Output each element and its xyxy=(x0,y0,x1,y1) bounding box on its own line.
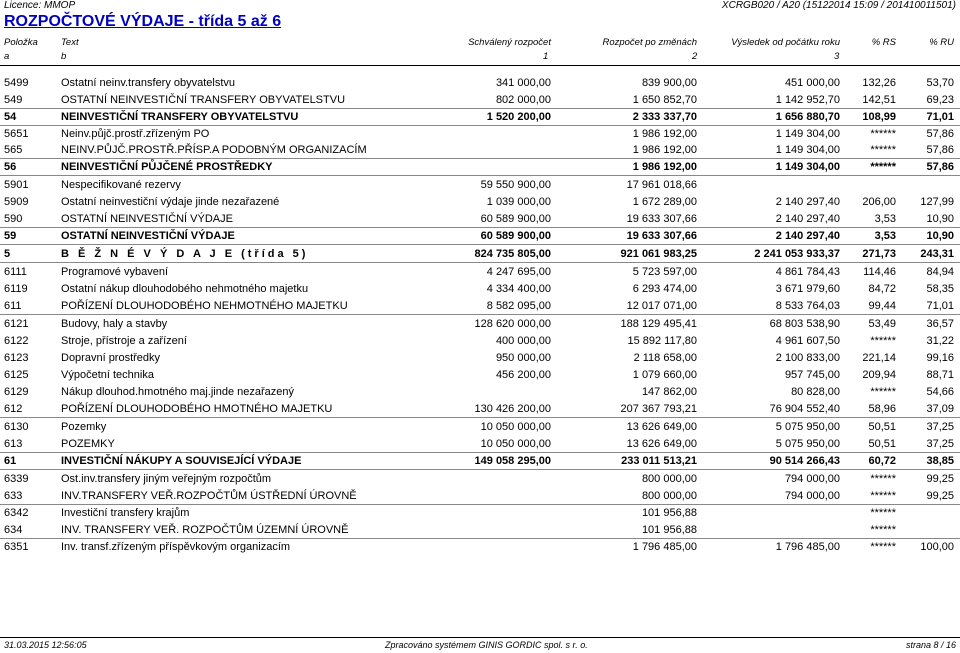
row-approved: 802 000,00 xyxy=(495,94,551,106)
row-pct-rs: 132,26 xyxy=(862,77,896,89)
row-text: Výpočetní technika xyxy=(61,369,154,381)
row-approved: 60 589 900,00 xyxy=(480,213,551,225)
row-code: 6351 xyxy=(4,541,29,553)
row-approved: 950 000,00 xyxy=(495,352,551,364)
col-letter-2: 2 xyxy=(692,51,698,62)
col-header-approved: Schválený rozpočet xyxy=(468,37,551,48)
table-row xyxy=(0,142,960,159)
row-approved: 4 334 400,00 xyxy=(486,283,551,295)
row-approved: 1 520 200,00 xyxy=(486,111,551,123)
row-pct-rs: ****** xyxy=(870,128,896,140)
row-text: OSTATNÍ NEINVESTIČNÍ TRANSFERY OBYVATELSTVU xyxy=(61,94,346,106)
footer-divider xyxy=(0,637,960,638)
row-pct-ru: 10,90 xyxy=(926,230,954,242)
row-code: 613 xyxy=(4,438,23,450)
row-pct-rs: ****** xyxy=(870,524,896,536)
row-pct-rs: 58,96 xyxy=(868,403,896,415)
row-text: Nespecifikované rezervy xyxy=(61,179,181,191)
row-pct-rs: ****** xyxy=(870,507,896,519)
table-row xyxy=(0,109,960,126)
row-text: Nákup dlouhod.hmotného maj.jinde nezařazený xyxy=(61,386,294,398)
row-pct-ru: 84,94 xyxy=(926,266,954,278)
col-letter-a: a xyxy=(4,51,10,62)
footer-page: strana 8 / 16 xyxy=(905,640,956,650)
license-text: Licence: MMOP xyxy=(4,0,76,11)
row-text: Stroje, přístroje a zařízení xyxy=(61,335,187,347)
row-approved: 59 550 900,00 xyxy=(480,179,551,191)
row-after-changes: 19 633 307,66 xyxy=(626,213,697,225)
col-letter-3: 3 xyxy=(834,51,840,62)
license-bar xyxy=(0,0,960,12)
table-row xyxy=(0,419,960,436)
header-divider xyxy=(0,65,960,66)
row-pct-rs: 108,99 xyxy=(862,111,896,123)
table-row xyxy=(0,228,960,245)
row-after-changes: 13 626 649,00 xyxy=(626,438,697,450)
row-pct-rs: 271,73 xyxy=(862,248,896,260)
row-divider xyxy=(0,417,960,418)
row-pct-rs: ****** xyxy=(870,335,896,347)
row-pct-rs: 3,53 xyxy=(874,230,896,242)
row-divider xyxy=(0,262,960,263)
table-row xyxy=(0,350,960,367)
row-pct-ru: 37,09 xyxy=(926,403,954,415)
row-pct-rs: ****** xyxy=(870,541,896,553)
row-pct-rs: ****** xyxy=(870,161,896,173)
row-text: OSTATNÍ NEINVESTIČNÍ VÝDAJE xyxy=(61,230,235,242)
table-row xyxy=(0,126,960,143)
row-text: INV. TRANSFERY VEŘ. ROZPOČTŮM ÚZEMNÍ ÚROVNĚ xyxy=(61,524,349,536)
row-pct-ru: 58,35 xyxy=(926,283,954,295)
row-after-changes: 15 892 117,80 xyxy=(627,335,697,347)
row-code: 5499 xyxy=(4,77,29,89)
row-pct-rs: ****** xyxy=(870,490,896,502)
row-approved: 824 735 805,00 xyxy=(474,248,551,260)
row-pct-ru: 37,25 xyxy=(926,438,954,450)
row-pct-rs: 50,51 xyxy=(868,421,896,433)
row-text: Pozemky xyxy=(61,421,107,433)
table-row xyxy=(0,453,960,470)
col-header-item: Položka xyxy=(4,37,38,48)
row-divider xyxy=(0,314,960,315)
row-pct-ru: 37,25 xyxy=(926,421,954,433)
table-row xyxy=(0,384,960,401)
row-pct-ru: 100,00 xyxy=(920,541,954,553)
row-text: Investiční transfery krajům xyxy=(61,507,190,519)
row-pct-rs: ****** xyxy=(870,473,896,485)
row-result: 76 904 552,40 xyxy=(769,403,840,415)
table-row xyxy=(0,333,960,350)
row-divider xyxy=(0,244,960,245)
row-result: 4 861 784,43 xyxy=(775,266,840,278)
row-text: Ostatní neinv.transfery obyvatelstvu xyxy=(61,77,236,89)
row-code: 6121 xyxy=(4,318,29,330)
row-code: 54 xyxy=(4,111,17,123)
row-result: 1 149 304,00 xyxy=(775,161,840,173)
row-result: 90 514 266,43 xyxy=(769,455,840,467)
row-code: 611 xyxy=(4,300,22,312)
row-pct-rs: 60,72 xyxy=(868,455,896,467)
row-pct-ru: 36,57 xyxy=(926,318,954,330)
row-code: 5 xyxy=(4,248,11,260)
footer-system: Zpracováno systémem GINIS GORDIC spol. s r. o. xyxy=(385,640,588,650)
row-pct-ru: 71,01 xyxy=(926,111,954,123)
row-result: 2 241 053 933,37 xyxy=(754,248,840,260)
row-after-changes: 1 986 192,00 xyxy=(632,144,697,156)
row-text: POZEMKY xyxy=(61,438,115,450)
row-pct-rs: 142,51 xyxy=(862,94,896,106)
table-row xyxy=(0,436,960,453)
row-after-changes: 12 017 071,00 xyxy=(626,300,697,312)
table-row xyxy=(0,539,960,556)
row-code: 6125 xyxy=(4,369,29,381)
row-after-changes: 1 672 289,00 xyxy=(632,196,697,208)
row-code: 6111 xyxy=(4,266,27,278)
row-code: 6342 xyxy=(4,507,29,519)
row-approved: 10 050 000,00 xyxy=(480,421,551,433)
row-text: Inv. transf.zřízeným příspěvkovým organizacím xyxy=(61,541,291,553)
row-code: 5901 xyxy=(4,179,29,191)
row-after-changes: 2 333 337,70 xyxy=(632,111,697,123)
row-pct-ru: 127,99 xyxy=(920,196,954,208)
row-pct-ru: 57,86 xyxy=(926,161,954,173)
table-row xyxy=(0,75,960,92)
row-result: 1 149 304,00 xyxy=(775,128,840,140)
row-text: Programové vybavení xyxy=(61,266,168,278)
row-pct-ru: 69,23 xyxy=(926,94,954,106)
row-code: 634 xyxy=(4,524,23,536)
row-code: 5651 xyxy=(4,128,29,140)
row-pct-ru: 38,85 xyxy=(926,455,954,467)
row-approved: 341 000,00 xyxy=(495,77,551,89)
row-pct-rs: 114,46 xyxy=(863,266,896,278)
row-approved: 1 039 000,00 xyxy=(486,196,551,208)
row-after-changes: 1 986 192,00 xyxy=(632,128,697,140)
row-after-changes: 1 796 485,00 xyxy=(632,541,697,553)
row-pct-ru: 31,22 xyxy=(926,335,954,347)
row-after-changes: 101 956,88 xyxy=(641,507,697,519)
row-pct-ru: 99,16 xyxy=(926,352,954,364)
col-header-result: Výsledek od počátku roku xyxy=(731,37,840,48)
table-row xyxy=(0,281,960,298)
row-after-changes: 5 723 597,00 xyxy=(632,266,697,278)
table-row xyxy=(0,159,960,176)
table-row xyxy=(0,211,960,228)
row-after-changes: 13 626 649,00 xyxy=(626,421,697,433)
row-after-changes: 2 118 658,00 xyxy=(633,352,697,364)
row-after-changes: 207 367 793,21 xyxy=(620,403,697,415)
row-after-changes: 101 956,88 xyxy=(641,524,697,536)
row-code: 549 xyxy=(4,94,23,106)
footer-date: 31.03.2015 12:56:05 xyxy=(4,640,87,650)
row-pct-rs: 99,44 xyxy=(868,300,896,312)
row-after-changes: 19 633 307,66 xyxy=(626,230,697,242)
row-pct-ru: 57,86 xyxy=(926,128,954,140)
row-code: 61 xyxy=(4,455,17,467)
row-pct-rs: 209,94 xyxy=(862,369,896,381)
table-row xyxy=(0,92,960,109)
row-pct-ru: 57,86 xyxy=(926,144,954,156)
row-result: 1 796 485,00 xyxy=(775,541,840,553)
row-result: 5 075 950,00 xyxy=(775,421,840,433)
row-approved: 400 000,00 xyxy=(495,335,551,347)
row-approved: 456 200,00 xyxy=(495,369,551,381)
row-text: Ostatní nákup dlouhodobého nehmotného majetku xyxy=(61,283,309,295)
row-text: Dopravní prostředky xyxy=(61,352,161,364)
row-result: 80 828,00 xyxy=(791,386,840,398)
row-result: 5 075 950,00 xyxy=(775,438,840,450)
row-result: 2 140 297,40 xyxy=(775,230,840,242)
row-text: NEINV.PŮJČ.PROSTŘ.PŘÍSP.A PODOBNÝM ORGANIZACÍM xyxy=(61,144,367,156)
row-text: POŘÍZENÍ DLOUHODOBÉHO NEHMOTNÉHO MAJETKU xyxy=(61,300,348,312)
row-text: NEINVESTIČNÍ TRANSFERY OBYVATELSTVU xyxy=(61,111,299,123)
row-text: POŘÍZENÍ DLOUHODOBÉHO HMOTNÉHO MAJETKU xyxy=(61,403,333,415)
row-result: 957 745,00 xyxy=(784,369,840,381)
footer xyxy=(0,640,960,652)
row-text: Budovy, haly a stavby xyxy=(61,318,168,330)
col-letter-b: b xyxy=(61,51,67,62)
table-row xyxy=(0,264,960,281)
col-header-text: Text xyxy=(61,37,79,48)
row-code: 5909 xyxy=(4,196,29,208)
row-result: 4 961 607,50 xyxy=(775,335,840,347)
table-row xyxy=(0,505,960,522)
row-code: 56 xyxy=(4,161,17,173)
row-after-changes: 839 900,00 xyxy=(641,77,697,89)
row-text: NEINVESTIČNÍ PŮJČENÉ PROSTŘEDKY xyxy=(61,161,273,173)
row-after-changes: 800 000,00 xyxy=(641,473,697,485)
row-code: 590 xyxy=(4,213,23,225)
col-header-pct-rs: % RS xyxy=(871,37,896,48)
row-after-changes: 921 061 983,25 xyxy=(620,248,697,260)
row-code: 6119 xyxy=(4,283,28,295)
row-after-changes: 1 079 660,00 xyxy=(632,369,697,381)
row-pct-rs: ****** xyxy=(870,144,896,156)
row-pct-ru: 88,71 xyxy=(926,369,954,381)
row-pct-ru: 71,01 xyxy=(926,300,954,312)
table-row xyxy=(0,367,960,384)
row-result: 3 671 979,60 xyxy=(775,283,840,295)
row-text: INV.TRANSFERY VEŘ.ROZPOČTŮM ÚSTŘEDNÍ ÚROVNĚ xyxy=(61,490,357,502)
row-result: 68 803 538,90 xyxy=(769,318,840,330)
row-pct-ru: 54,66 xyxy=(926,386,954,398)
row-approved: 10 050 000,00 xyxy=(480,438,551,450)
row-approved: 8 582 095,00 xyxy=(486,300,551,312)
row-text: Neinv.půjč.prostř.zřízeným PO xyxy=(61,128,210,140)
col-letter-1: 1 xyxy=(543,51,549,62)
row-approved: 60 589 900,00 xyxy=(480,230,551,242)
page-title: ROZPOČTOVÉ VÝDAJE - třída 5 až 6 xyxy=(4,13,282,30)
row-result: 2 140 297,40 xyxy=(775,213,840,225)
row-result: 1 142 952,70 xyxy=(775,94,840,106)
row-code: 565 xyxy=(4,144,23,156)
row-code: 59 xyxy=(4,230,17,242)
row-pct-rs: 206,00 xyxy=(862,196,896,208)
row-after-changes: 17 961 018,66 xyxy=(626,179,697,191)
row-pct-rs: 221,14 xyxy=(862,352,896,364)
row-text: B Ě Ž N É V Ý D A J E (třída 5) xyxy=(61,248,309,260)
row-pct-ru: 10,90 xyxy=(926,213,954,225)
row-result: 794 000,00 xyxy=(784,490,840,502)
row-approved: 130 426 200,00 xyxy=(474,403,551,415)
row-pct-rs: ****** xyxy=(870,386,896,398)
row-after-changes: 800 000,00 xyxy=(641,490,697,502)
row-divider xyxy=(0,469,960,470)
row-pct-rs: 53,49 xyxy=(868,318,896,330)
row-code: 6130 xyxy=(4,421,29,433)
table-row xyxy=(0,401,960,418)
row-result: 2 100 833,00 xyxy=(775,352,840,364)
table-row xyxy=(0,298,960,315)
row-after-changes: 233 011 513,21 xyxy=(621,455,697,467)
row-code: 6339 xyxy=(4,473,29,485)
report-reference: XCRGB020 / A20 (15122014 15:09 / 201410011501) xyxy=(721,0,956,11)
table-row xyxy=(0,194,960,211)
row-result: 1 656 880,70 xyxy=(775,111,840,123)
row-result: 1 149 304,00 xyxy=(775,144,840,156)
row-after-changes: 1 650 852,70 xyxy=(632,94,697,106)
col-header-pct-ru: % RU xyxy=(929,37,954,48)
row-pct-rs: 3,53 xyxy=(874,213,896,225)
row-result: 451 000,00 xyxy=(784,77,840,89)
row-text: Ost.inv.transfery jiným veřejným rozpočtům xyxy=(61,473,272,485)
row-result: 794 000,00 xyxy=(784,473,840,485)
table-row xyxy=(0,177,960,194)
row-pct-ru: 243,31 xyxy=(920,248,954,260)
row-code: 6122 xyxy=(4,335,29,347)
row-after-changes: 6 293 474,00 xyxy=(632,283,697,295)
row-after-changes: 1 986 192,00 xyxy=(632,161,697,173)
row-result: 8 533 764,03 xyxy=(775,300,840,312)
row-text: OSTATNÍ NEINVESTIČNÍ VÝDAJE xyxy=(61,213,233,225)
row-pct-rs: 50,51 xyxy=(868,438,896,450)
table-row xyxy=(0,522,960,539)
table-row xyxy=(0,471,960,488)
table-row xyxy=(0,246,960,263)
table-row xyxy=(0,316,960,333)
row-text: Ostatní neinvestiční výdaje jinde nezařazené xyxy=(61,196,280,208)
row-code: 6129 xyxy=(4,386,29,398)
row-after-changes: 188 129 495,41 xyxy=(620,318,697,330)
row-code: 633 xyxy=(4,490,23,502)
row-approved: 4 247 695,00 xyxy=(486,266,551,278)
row-pct-rs: 84,72 xyxy=(868,283,896,295)
row-approved: 149 058 295,00 xyxy=(474,455,551,467)
row-code: 612 xyxy=(4,403,23,415)
row-text: INVESTIČNÍ NÁKUPY A SOUVISEJÍCÍ VÝDAJE xyxy=(61,455,302,467)
row-divider xyxy=(0,175,960,176)
row-approved: 128 620 000,00 xyxy=(474,318,551,330)
row-after-changes: 147 862,00 xyxy=(641,386,697,398)
row-pct-ru: 99,25 xyxy=(926,473,954,485)
row-pct-ru: 53,70 xyxy=(926,77,954,89)
row-pct-ru: 99,25 xyxy=(926,490,954,502)
row-code: 6123 xyxy=(4,352,29,364)
col-header-after-changes: Rozpočet po změnách xyxy=(602,37,697,48)
table-row xyxy=(0,488,960,505)
row-result: 2 140 297,40 xyxy=(775,196,840,208)
